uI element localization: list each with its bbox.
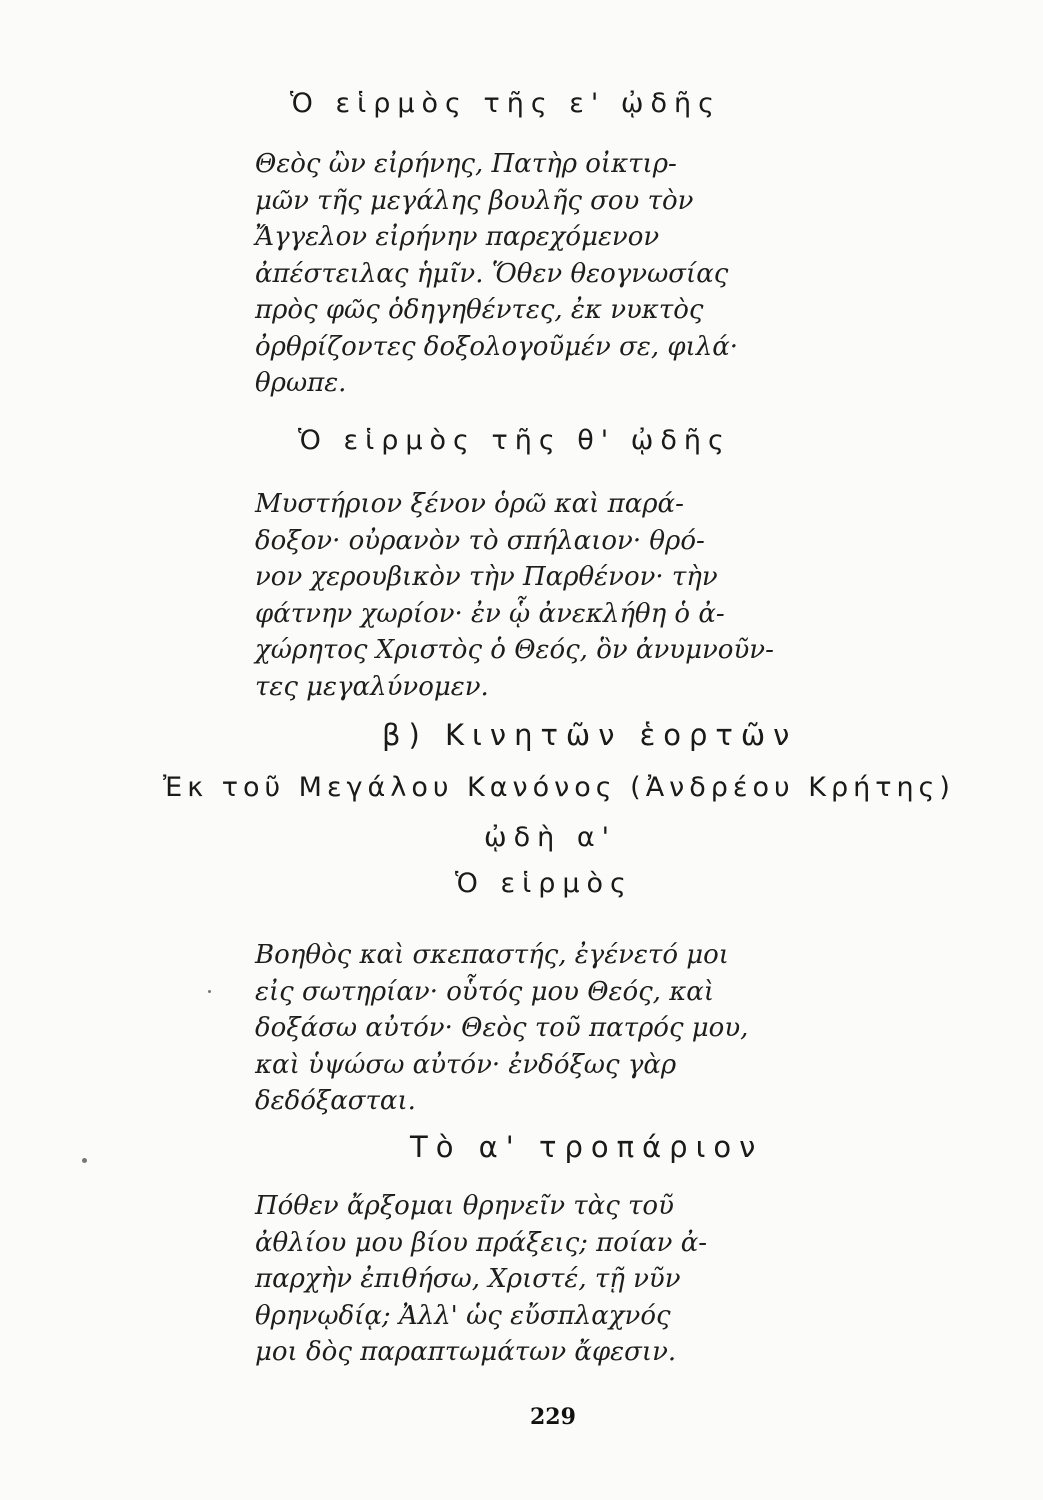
- verse-line: δεδόξασται.: [255, 1086, 416, 1116]
- heading-troparion-1: Τὸ α' τροπάριον: [410, 1130, 764, 1164]
- verse-heirmos-ode-1: [255, 937, 748, 1120]
- verse-line: φάτνην χωρίον· ἐν ᾧ ἀνεκλήθη ὁ ἀ-: [255, 598, 725, 629]
- print-speck: [82, 1158, 87, 1163]
- verse-line: θρωπε.: [255, 368, 347, 398]
- verse-line: ὀρθρίζοντες δοξολογοῦμέν σε, φιλά·: [255, 331, 739, 362]
- section-heading-movable-feasts: β) Κινητῶν ἑορτῶν: [382, 718, 798, 752]
- verse-line: χώρητος Χριστὸς ὁ Θεός, ὃν ἀνυμνοῦν-: [255, 635, 774, 665]
- verse-line: Θεὸς ὢν εἰρήνης, Πατὴρ οἰκτιρ-: [255, 149, 677, 179]
- verse-heirmos-ode-5: [255, 146, 738, 402]
- verse-line: παρχὴν ἐπιθήσω, Χριστέ, τῇ νῦν: [255, 1264, 681, 1294]
- verse-line: ἀθλίου μου βίου πράξεις; ποίαν ἀ-: [255, 1227, 708, 1258]
- canon-title: Ἐκ τοῦ Μεγάλου Κανόνος (Ἀνδρέου Κρήτης): [163, 772, 955, 803]
- heading-heirmos-ode-5: Ὁ εἱρμὸς τῆς ε' ᾠδῆς: [290, 88, 721, 119]
- verse-line: πρὸς φῶς ὁδηγηθέντες, ἐκ νυκτὸς: [255, 295, 704, 325]
- verse-line: μοι δὸς παραπτωμάτων ἄφεσιν.: [255, 1337, 677, 1367]
- verse-line: Μυστήριον ξένον ὁρῶ καὶ παρά-: [255, 489, 684, 519]
- print-speck: [208, 990, 211, 993]
- verse-line: δοξον· οὐρανὸν τὸ σπήλαιον· θρό-: [255, 525, 705, 556]
- verse-line: νον χερουβικὸν τὴν Παρθένον· τὴν: [255, 562, 718, 592]
- verse-line: καὶ ὑψώσω αὐτόν· ἐνδόξως γὰρ: [255, 1049, 677, 1080]
- verse-line: τες μεγαλύνομεν.: [255, 671, 489, 702]
- page-number: 229: [530, 1404, 576, 1430]
- verse-line: Ἄγγελον εἰρήνην παρεχόμενον: [255, 222, 660, 252]
- verse-line: εἰς σωτηρίαν· οὗτός μου Θεός, καὶ: [255, 976, 715, 1007]
- heading-ode-1: ᾠδὴ α': [484, 822, 617, 853]
- verse-line: ἀπέστειλας ἡμῖν. Ὅθεν θεογνωσίας: [255, 258, 729, 289]
- verse-line: θρηνῳδίᾳ; Ἀλλ' ὡς εὔσπλαχνός: [255, 1300, 671, 1331]
- verse-line: δοξάσω αὐτόν· Θεὸς τοῦ πατρός μου,: [255, 1013, 749, 1043]
- verse-troparion-1: [255, 1188, 707, 1371]
- verse-line: Βοηθὸς καὶ σκεπαστής, ἐγένετό μοι: [255, 940, 729, 970]
- heading-heirmos: Ὁ εἱρμὸς: [455, 868, 633, 899]
- heading-heirmos-ode-9: Ὁ εἱρμὸς τῆς θ' ᾠδῆς: [298, 425, 731, 456]
- verse-line: μῶν τῆς μεγάλης βουλῆς σου τὸν: [255, 185, 694, 216]
- verse-heirmos-ode-9: [255, 486, 774, 705]
- verse-line: Πόθεν ἄρξομαι θρηνεῖν τὰς τοῦ: [255, 1191, 674, 1221]
